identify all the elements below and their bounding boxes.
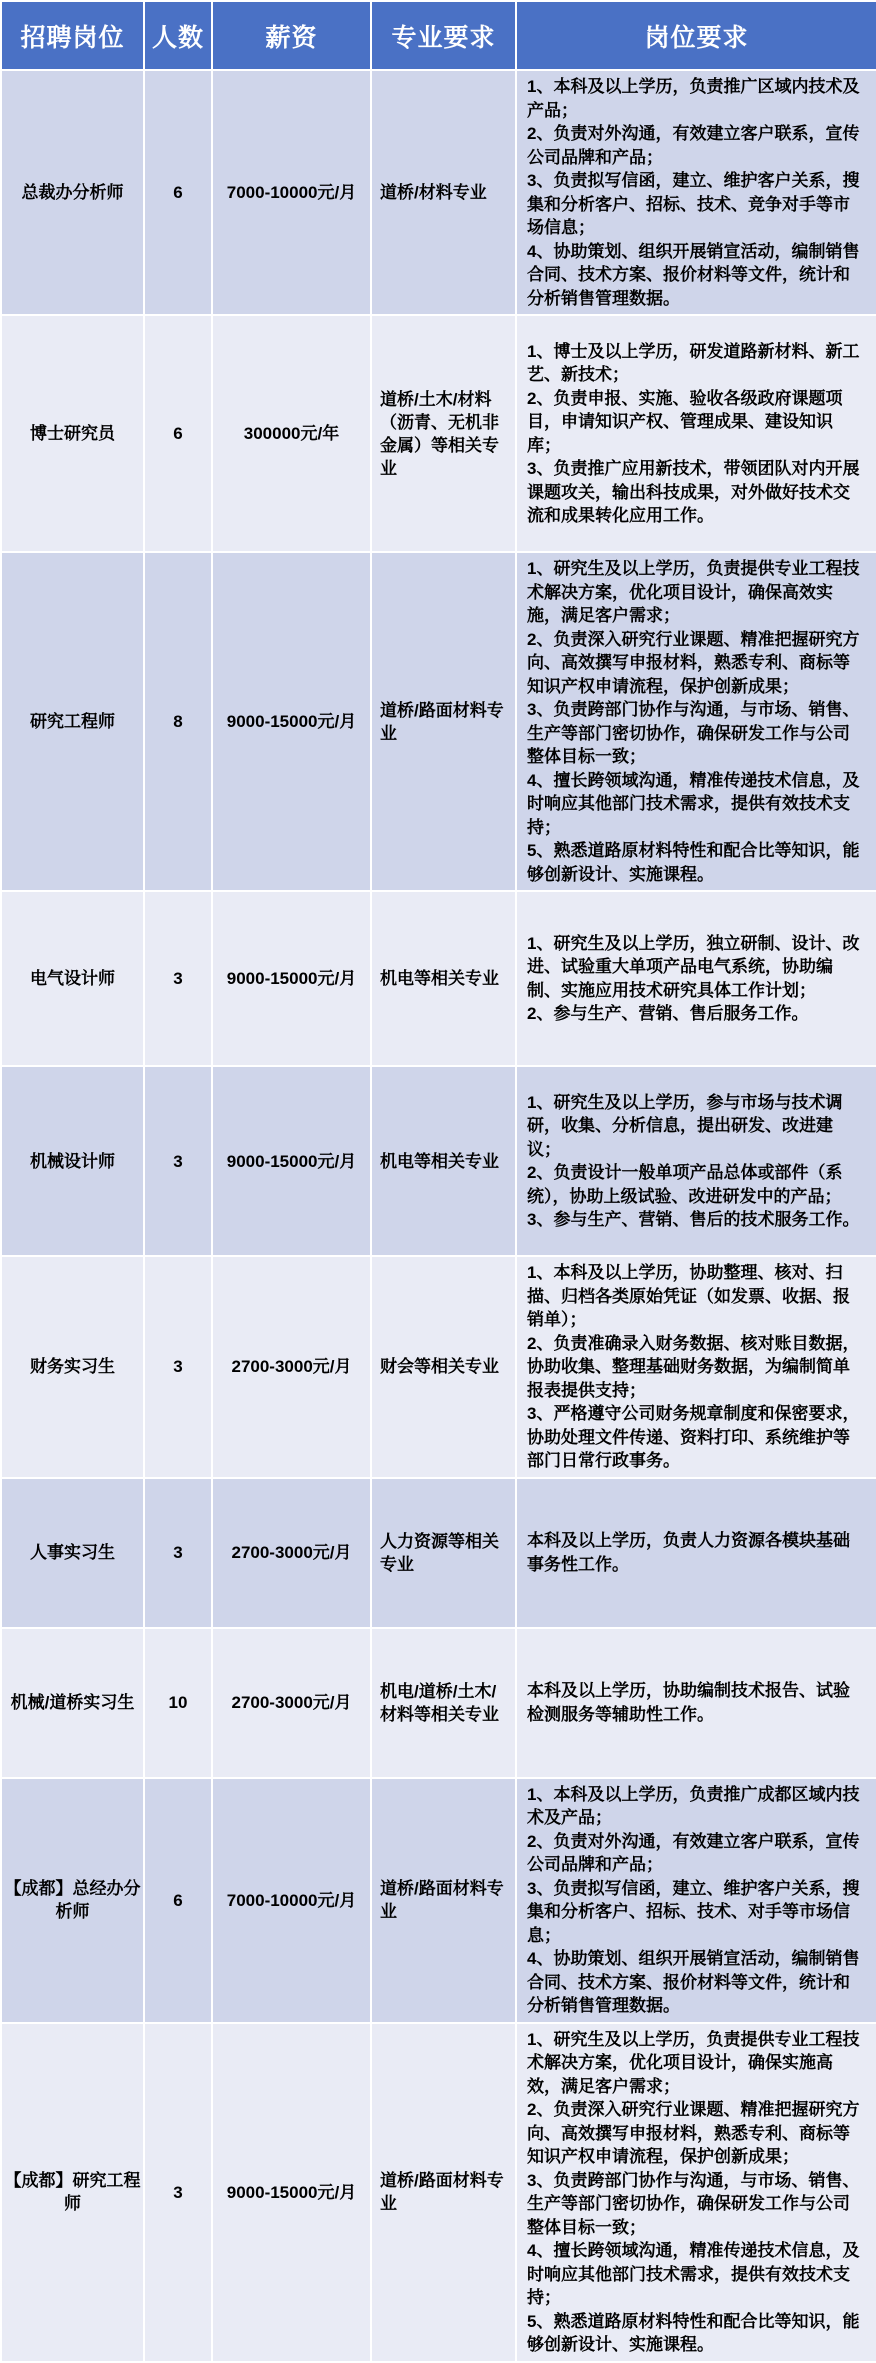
job-title: 机械/道桥实习生: [1, 1628, 144, 1778]
header-title: 招聘岗位: [1, 1, 144, 70]
job-requirements: 1、博士及以上学历，研发道路新材料、新工艺、新技术； 2、负责申报、实施、验收各级政府课题项目，申请知识产权、管理成果、建设知识库； 3、负责推广应用新技术，带领团队对内开展课题攻关，输出科技成果，对外做好技术交流和成果转化应用工作。: [516, 315, 876, 552]
table-row: [1, 2023, 876, 2362]
job-title: 人事实习生: [1, 1478, 144, 1628]
job-requirements: 本科及以上学历，协助编制技术报告、试验检测服务等辅助性工作。: [516, 1628, 876, 1778]
salary: 9000-15000元/月: [212, 891, 371, 1066]
table-row: [1, 70, 876, 315]
job-title: 总裁办分析师: [1, 70, 144, 315]
job-requirements: 1、本科及以上学历，负责推广区域内技术及产品； 2、负责对外沟通，有效建立客户联系，宣传公司品牌和产品； 3、负责拟写信函，建立、维护客户关系，搜集和分析客户、招标、技术、竞争对手等市场信息； 4、协助策划、组织开展销宣活动，编制销售合同、技术方案、报价材料等文件，统计和分析销售管理数据。: [516, 70, 876, 315]
job-requirements: 1、研究生及以上学历，负责提供专业工程技术解决方案，优化项目设计，确保高效实施，满足客户需求； 2、负责深入研究行业课题、精准把握研究方向、高效撰写申报材料，熟悉专利、商标等知识产权申请流程，保护创新成果； 3、负责跨部门协作与沟通，与市场、销售、生产等部门密切协作，确保研发工作与公司整体目标一致； 4、擅长跨领域沟通，精准传递技术信息，及时响应其他部门技术需求，提供有效技术支持； 5、熟悉道路原材料特性和配合比等知识，能够创新设计、实施课程。: [516, 552, 876, 891]
salary: 300000元/年: [212, 315, 371, 552]
major-requirement: 道桥/土木/材料（沥青、无机非金属）等相关专业: [371, 315, 516, 552]
job-title: 机械设计师: [1, 1066, 144, 1256]
job-title: 【成都】总经办分析师: [1, 1778, 144, 2023]
job-title: 【成都】研究工程师: [1, 2023, 144, 2362]
job-title: 博士研究员: [1, 315, 144, 552]
table-row: [1, 1778, 876, 2023]
salary: 7000-10000元/月: [212, 1778, 371, 2023]
job-title: 电气设计师: [1, 891, 144, 1066]
major-requirement: 道桥/路面材料专业: [371, 1778, 516, 2023]
salary: 9000-15000元/月: [212, 552, 371, 891]
job-title: 财务实习生: [1, 1256, 144, 1478]
header-count: 人数: [144, 1, 212, 70]
header-row: [1, 1, 876, 70]
headcount: 3: [144, 891, 212, 1066]
headcount: 10: [144, 1628, 212, 1778]
headcount: 6: [144, 70, 212, 315]
major-requirement: 机电/道桥/土木/材料等相关专业: [371, 1628, 516, 1778]
header-major: 专业要求: [371, 1, 516, 70]
header-salary: 薪资: [212, 1, 371, 70]
job-requirements: 1、本科及以上学历，负责推广成都区域内技术及产品； 2、负责对外沟通，有效建立客户联系，宣传公司品牌和产品； 3、负责拟写信函，建立、维护客户关系，搜集和分析客户、招标、技术、对手等市场信息； 4、协助策划、组织开展销宣活动，编制销售合同、技术方案、报价材料等文件，统计和分析销售管理数据。: [516, 1778, 876, 2023]
major-requirement: 道桥/路面材料专业: [371, 2023, 516, 2362]
major-requirement: 机电等相关专业: [371, 1066, 516, 1256]
job-requirements: 1、研究生及以上学历，独立研制、设计、改进、试验重大单项产品电气系统，协助编制、实施应用技术研究具体工作计划； 2、参与生产、营销、售后服务工作。: [516, 891, 876, 1066]
job-requirements: 1、研究生及以上学历，参与市场与技术调研，收集、分析信息，提出研发、改进建议； 2、负责设计一般单项产品总体或部件（系统），协助上级试验、改进研发中的产品； 3、参与生产、营销、售后的技术服务工作。: [516, 1066, 876, 1256]
job-requirements: 本科及以上学历，负责人力资源各模块基础事务性工作。: [516, 1478, 876, 1628]
headcount: 3: [144, 1478, 212, 1628]
job-title: 研究工程师: [1, 552, 144, 891]
headcount: 6: [144, 315, 212, 552]
table-row: [1, 315, 876, 552]
table-row: [1, 552, 876, 891]
salary: 2700-3000元/月: [212, 1478, 371, 1628]
table-row: [1, 1256, 876, 1478]
table-row: [1, 1066, 876, 1256]
headcount: 3: [144, 2023, 212, 2362]
salary: 9000-15000元/月: [212, 2023, 371, 2362]
major-requirement: 道桥/材料专业: [371, 70, 516, 315]
major-requirement: 道桥/路面材料专业: [371, 552, 516, 891]
headcount: 6: [144, 1778, 212, 2023]
salary: 9000-15000元/月: [212, 1066, 371, 1256]
major-requirement: 人力资源等相关专业: [371, 1478, 516, 1628]
major-requirement: 财会等相关专业: [371, 1256, 516, 1478]
salary: 2700-3000元/月: [212, 1628, 371, 1778]
major-requirement: 机电等相关专业: [371, 891, 516, 1066]
headcount: 3: [144, 1066, 212, 1256]
headcount: 3: [144, 1256, 212, 1478]
salary: 7000-10000元/月: [212, 70, 371, 315]
table-row: [1, 1478, 876, 1628]
header-requirements: 岗位要求: [516, 1, 876, 70]
job-requirements: 1、本科及以上学历，协助整理、核对、扫描、归档各类原始凭证（如发票、收据、报销单）； 2、负责准确录入财务数据、核对账目数据，协助收集、整理基础财务数据，为编制简单报表提供支持； 3、严格遵守公司财务规章制度和保密要求，协助处理文件传递、资料打印、系统维护等部门日常行政事务。: [516, 1256, 876, 1478]
table-row: [1, 891, 876, 1066]
headcount: 8: [144, 552, 212, 891]
salary: 2700-3000元/月: [212, 1256, 371, 1478]
table-row: [1, 1628, 876, 1778]
job-requirements: 1、研究生及以上学历，负责提供专业工程技术解决方案，优化项目设计，确保实施高效，满足客户需求； 2、负责深入研究行业课题、精准把握研究方向、高效撰写申报材料，熟悉专利、商标等知识产权申请流程，保护创新成果； 3、负责跨部门协作与沟通，与市场、销售、生产等部门密切协作，确保研发工作与公司整体目标一致； 4、擅长跨领域沟通，精准传递技术信息，及时响应其他部门技术需求，提供有效技术支持； 5、熟悉道路原材料特性和配合比等知识，能够创新设计、实施课程。: [516, 2023, 876, 2362]
